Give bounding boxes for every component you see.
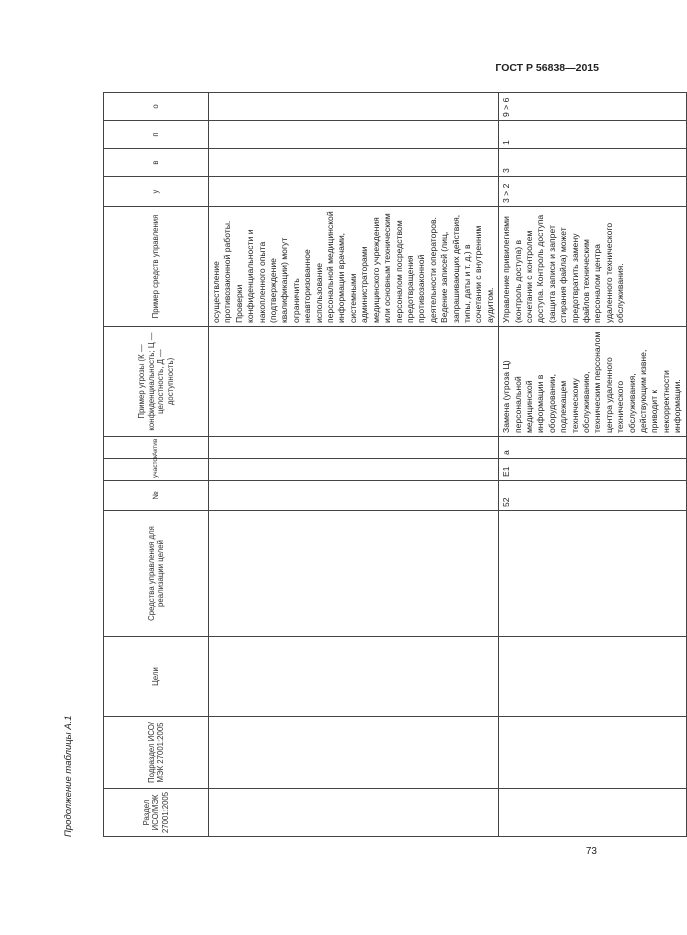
table-cell [209, 717, 499, 789]
rotated-table-page [63, 93, 683, 837]
table-cell [209, 93, 499, 121]
col-header-o: о [104, 93, 209, 121]
table-cell [209, 511, 499, 637]
col-header-asset: Актив [104, 437, 209, 459]
table-cell [499, 717, 687, 789]
col-header-subsection: Подраздел ИСО/МЭК 27001:2005 [104, 717, 209, 789]
col-header-area: участок [104, 459, 209, 481]
col-header-goals: Цели [104, 637, 209, 717]
table-cell: 52 [499, 481, 687, 511]
table-cell: 9 > 6 [499, 93, 687, 121]
table-cell: осуществление противозаконной работы. Проверки конфиденциальности и накопленного опыта (подтверждение квалификации) могут ограничить неавторизованное использование персональной медицинской информации врачами, системными администраторами медицинского учреждения или основным техническим персоналом посредством предотвращения противозаконной деятельности операторов. Ведение записей (лиц, запрашивающих действия, типы, даты и т. д.) в сочетании с внутренним аудитом. [209, 207, 499, 327]
table-cell [209, 121, 499, 149]
col-header-control-example: Пример средств управления [104, 207, 209, 327]
table-cell [209, 459, 499, 481]
table-cell [209, 789, 499, 837]
col-header-section: Раздел ИСО/МЭК 27001:2005 [104, 789, 209, 837]
table-caption: Продолжение таблицы А.1 [63, 715, 74, 837]
table-cell: 1 [499, 121, 687, 149]
document-header: ГОСТ Р 56838—2015 [495, 62, 599, 74]
table-row [499, 93, 687, 837]
table-cell [499, 789, 687, 837]
col-header-p: п [104, 121, 209, 149]
page-number: 73 [585, 846, 597, 857]
table-cell [209, 149, 499, 177]
table-cell: 3 [499, 149, 687, 177]
table-cell: Е1 [499, 459, 687, 481]
table-cell: Управление привилегиями (контроль доступа) в сочетании с контролем доступа. Контроль доступа (защита записи и запрет стирания файла) может предотвратить замену файлов техническим персоналом центра удаленного технического обслуживания. [499, 207, 687, 327]
table-cell [209, 327, 499, 437]
col-header-number: № [104, 481, 209, 511]
table-cell: 3 > 2 [499, 177, 687, 207]
threats-table [103, 92, 687, 837]
table-cell: а [499, 437, 687, 459]
table-cell [209, 481, 499, 511]
col-header-u: у [104, 177, 209, 207]
table-cell [209, 637, 499, 717]
table-cell: Замена (угроза Ц) персональной медицинской информации в оборудовании, подлежащем техническому обслуживанию, техническим персоналом центра удаленного технического обслуживания, действующим извне, приводит к некорректности информации. [499, 327, 687, 437]
table-cell [209, 177, 499, 207]
table-row [209, 93, 499, 837]
col-header-controls: Средства управления для реализации целей [104, 511, 209, 637]
table-cell [499, 511, 687, 637]
table-cell [499, 637, 687, 717]
table-header-row [104, 93, 209, 837]
col-header-v: в [104, 149, 209, 177]
col-header-threat: Пример угрозы (К — конфиденциальность; Ц — целостность, Д — доступность) [104, 327, 209, 437]
table-cell [209, 437, 499, 459]
